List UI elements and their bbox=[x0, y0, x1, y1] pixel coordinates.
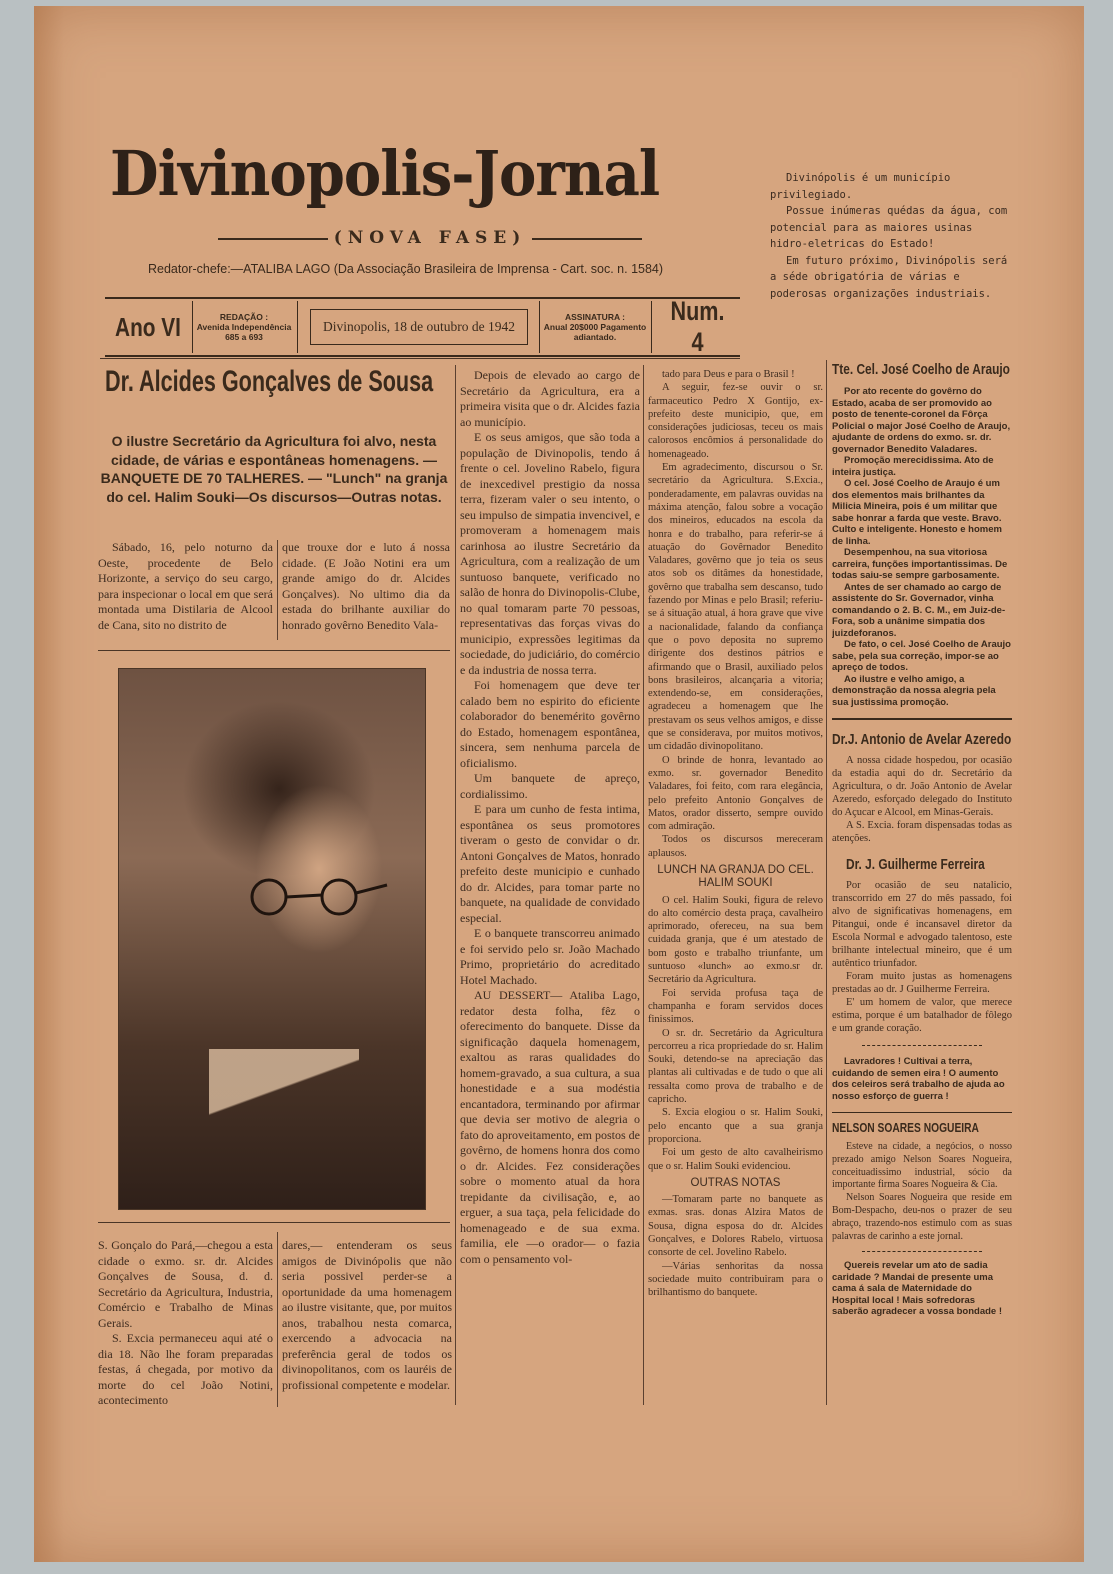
subtitle-text: (NOVA FASE) bbox=[333, 228, 527, 248]
paragraph: Por ato recente do govêrno do Estado, acaba de ser promovido ao posto de tenente-coronel da Fôrça Policial o major José Coelho de Araujo, ajudante de ordens do exmo. sr. dr. governador Benedito Valadares. bbox=[832, 386, 1011, 455]
paragraph: A seguir, fez-se ouvir o sr. farmaceutico Pedro X Gontijo, ex-prefeito deste municipio, que, em considerações judiciosas, teceu os mais calorosos encômios á personalidade do homenageado. bbox=[648, 382, 823, 460]
avelar-text bbox=[832, 754, 1012, 845]
subscription-value: Anual 20$000 Pagamento adiantado. bbox=[543, 322, 647, 342]
note-paragraph: Possue inúmeras quédas da água, com potencial para as maiores usinas hidro-eletricas do Estado! bbox=[770, 205, 1008, 250]
section-rule bbox=[100, 358, 740, 359]
article-col1a bbox=[98, 540, 273, 644]
article-col4 bbox=[648, 368, 823, 1408]
paragraph: Foi homenagem que deve ter calado bem no espirito do eficiente colaborador do benemérito govêrno do Estado, homenagem espontânea, sincera, sem nenhuma parcela de oficialismo. bbox=[460, 678, 640, 770]
paragraph: Sábado, 16, pelo noturno da Oeste, procedente de Belo Horizonte, a serviço do seu cargo, para inspecionar o local em que será montada uma Distilaria de Alcool de Cana, sito no distrito de bbox=[98, 540, 273, 632]
paragraph: Esteve na cidade, a negócios, o nosso prezado amigo Nelson Soares Nogueira, conceituadissimo industrial, sócio da importante firma Soares Nogueira & Cia. bbox=[832, 1141, 1012, 1191]
section-rule bbox=[862, 1251, 982, 1252]
paragraph: Lavradores ! Cultivai a terra, cuidando de semen eira ! O aumento dos celeiros será trabalho de ajuda ao nosso esforço de guerra ! bbox=[832, 1056, 1005, 1102]
divider bbox=[297, 301, 298, 353]
date-text: Divinopolis, 18 de outubro de 1942 bbox=[310, 309, 528, 345]
lavradores-note bbox=[832, 1056, 1012, 1102]
paragraph: E' um homem de valor, que merece estima, porque é um batalhador de fôlego e um grande coração. bbox=[832, 997, 1012, 1034]
paragraph: Um banquete de apreço, cordialissimo. bbox=[460, 771, 640, 801]
paragraph: tado para Deus e para o Brasil ! bbox=[662, 369, 795, 380]
paragraph: Por ocasião de seu natalicio, transcorrido em 27 do mês passado, foi alvo de significativas homenagens, em Pitangui, onde é incansavel diretor da Escola Normal e advogado talentoso, este brilhante intelectual mineiro, que é um autêntico triunfador. bbox=[832, 880, 1012, 969]
paragraph: Nelson Soares Nogueira que reside em Bom-Despacho, deu-nos o prazer de seu abraço, trazendo-nos estimulo com as suas palavras de carinho a este jornal. bbox=[832, 1192, 1012, 1242]
subscription-block bbox=[541, 299, 649, 355]
paragraph: S. Excia elogiou o sr. Halim Souki, pelo encanto que a sua granja proporciona. bbox=[648, 1107, 823, 1145]
paragraph: A S. Excia. foram dispensadas todas as atenções. bbox=[832, 820, 1012, 844]
paragraph: Depois de elevado ao cargo de Secretário da Agricultura, era a primeira visita que o dr. Alcides fazia ao município. bbox=[460, 368, 640, 429]
collar-shape bbox=[209, 1049, 359, 1209]
section-rule bbox=[832, 1112, 1012, 1113]
outras-heading: OUTRAS NOTAS bbox=[690, 1176, 781, 1189]
column-rule bbox=[277, 1232, 278, 1407]
tte-heading: Tte. Cel. José Coelho de Araujo bbox=[832, 362, 1010, 378]
editor-line: Redator-chefe:—ATALIBA LAGO (Da Associação Brasileira de Imprensa - Cart. soc. n. 1584) bbox=[148, 262, 664, 276]
redacao-block bbox=[193, 299, 295, 355]
glasses-drawing bbox=[229, 877, 389, 917]
guilherme-text bbox=[832, 879, 1012, 1035]
paragraph: Desempenhou, na sua vitoriosa carreira, funções importantissimas. De todas saiu-se sempre garbosamente. bbox=[832, 547, 1008, 581]
typewriter-note bbox=[770, 170, 1010, 302]
nelson-text bbox=[832, 1141, 1012, 1243]
column-rule bbox=[455, 365, 456, 1405]
column-rule bbox=[826, 360, 827, 1405]
paragraph: O cel. José Coelho de Araujo é um dos elementos mais brilhantes da Milicia Mineira, pois é um militar que sabe honrar a farda que veste. Bravo. Culto e inteligente. Honesto e homem de linha. bbox=[832, 478, 1002, 547]
paragraph: O brinde de honra, levantado ao exmo. sr. governador Benedito Valadares, foi feito, com rara elegância, pelo prefeito Antonio Gonçalves de Matos, orador disserto, sempre ouvido com admiração. bbox=[648, 754, 823, 833]
issue-number: Num. 4 bbox=[670, 296, 725, 357]
article-lower-b bbox=[282, 1238, 452, 1408]
paragraph: Foi um gesto de alto cavalheirismo que o sr. Halim Souki evidenciou. bbox=[648, 1147, 823, 1172]
paragraph: —Várias senhoritas da nossa sociedade muito contribuiram para o brilhantismo do banquete. bbox=[648, 1260, 823, 1299]
issue-date bbox=[301, 299, 537, 355]
paragraph: dares,— entenderam os seus amigos de Divinópolis que não seria possivel perder-se a oportunidade da uma homenagem ao ilustre visitante, que, por muitos anos, trabalhou nesta comarca, exercendo a advocacia na preferência geral de todos os divinopolitanos, com os lauréis de profissional competente e modelar. bbox=[282, 1238, 452, 1392]
section-rule bbox=[862, 1045, 982, 1046]
issue-info-bar bbox=[105, 297, 740, 357]
subscription-label: ASSINATURA : bbox=[565, 312, 625, 322]
guilherme-heading: Dr. J. Guilherme Ferreira bbox=[846, 857, 985, 873]
year-label: Ano VI bbox=[115, 311, 181, 342]
lunch-heading: LUNCH NA GRANJA DO CEL. HALIM SOUKI bbox=[657, 863, 814, 890]
paragraph: Promoção merecidissima. Ato de inteira justiça. bbox=[832, 455, 994, 478]
ornament-rule bbox=[218, 238, 328, 240]
portrait-photo bbox=[118, 668, 426, 1210]
paragraph: A nossa cidade hospedou, por ocasião da estadia aqui do dr. Secretário da Agricultura, o dr. João Antonio de Avelar Azeredo, esforçado delegado do Instituto do Açucar e Alcool, em Minas-Gerais. bbox=[832, 755, 1012, 818]
article-lower-a bbox=[98, 1238, 273, 1408]
avelar-heading: Dr.J. Antonio de Avelar Azeredo bbox=[832, 732, 1012, 748]
column-rule bbox=[277, 540, 278, 640]
article-col3 bbox=[460, 368, 640, 1408]
masthead-subtitle bbox=[190, 228, 670, 248]
paragraph: S. Excia permaneceu aqui até o dia 18. Não lhe foram preparadas festas, á chegada, por motivo da morte do cel João Notini, acontecimento bbox=[98, 1331, 273, 1407]
divider bbox=[651, 301, 652, 353]
paragraph: Antes de ser chamado ao cargo de assistente do Sr. Governador, vinha comandando o 2. B. C. M., em Juiz-de-Fora, sob a unânime simpatia dos juizdeforanos. bbox=[832, 581, 1006, 639]
paragraph: Quereis revelar um ato de sadia caridade ? Mandai de presente uma cama á sala de Maternidade do Hospital local ! Mais sofredoras saberão agradecer a vossa bondade ! bbox=[832, 1260, 1003, 1318]
column-rule bbox=[643, 365, 644, 1405]
paragraph: S. Gonçalo do Pará,—chegou a esta cidade o exmo. sr. dr. Alcides Gonçalves de Sousa, d. d. Secretário da Agricultura, Industria, Comércio e Trabalho de Minas Gerais. bbox=[98, 1238, 273, 1330]
note-paragraph: Divinópolis é um município privilegiado. bbox=[770, 172, 951, 201]
paragraph: Em agradecimento, discursou o Sr. secretário da Agricultura. S.Excia., ponderadamente, em palavras ouvidas na máxima atenção, falou sobre a vocação dos mineiros, educados na escola da honra e do trabalho, para referir-se á atuação do Govêrnador Benedito Valadares, govêrno que jo teia os seus atos sob os ditâmes da honestidade, govêrno que trabalha sem descanso, tudo fazendo por Minas e pelo Brasil; referiu-se á situação atual, á hora grave que vive a nacionalidade, falando da confiança que o povo deposita no supremo dirigente dos destinos pátrios e afirmando que o Brasil, auxiliado pelos bons brasileiros, alcançaria a vitoria; extendendo-se, em considerações, agradeceu a homenagem que lhe prestavam os seus velhos amigos, e disse que se considerava, por muitos motivos, um cidadão divinopolitano. bbox=[648, 462, 823, 753]
paragraph: O sr. dr. Secretário da Agricultura percorreu a rica propriedade do sr. Halim Souki, detendo-se na apreciação das plantas ali cultivadas e de tudo o que ali ressalta como prova de trabalho e de capricho. bbox=[648, 1027, 823, 1106]
paragraph: Foi servida profusa taça de champanha e foram servidos doces finissimos. bbox=[648, 987, 823, 1026]
ornament-rule bbox=[532, 238, 642, 240]
section-rule bbox=[832, 718, 1012, 720]
paragraph: De fato, o cel. José Coelho de Araujo sabe, pela sua correção, impor-se ao apreço de todos. bbox=[832, 639, 1011, 673]
paragraph: Foram muito justas as homenagens prestadas ao dr. J Guilherme Ferreira. bbox=[832, 971, 1012, 995]
redacao-label: REDAÇÃO : bbox=[219, 312, 269, 322]
article-col1b bbox=[282, 540, 450, 644]
paragraph: que trouxe dor e luto á nossa cidade. (E João Notini era um grande amigo do dr. Alcides Gonçalves). No ultimo dia da estada do brilhante auxiliar do honrado govêrno Benedito Vala- bbox=[282, 540, 450, 632]
paragraph: E para um cunho de festa intima, espontânea os seus promotores tiveram o gesto de convidar o dr. Antoni Gonçalves de Matos, honrado prefeito deste municipio e cunhado do dr. Alcides, para tomar parte no banquete, na qualidade de convidado especial. bbox=[460, 802, 640, 925]
paragraph: —Tomaram parte no banquete as exmas. sras. donas Alzira Matos de Sousa, digna esposa do dr. Alcides Gonçalves, e Dolores Rabelo, virtuosa consorte de cel. Jovelino Rabelo. bbox=[648, 1194, 823, 1259]
paragraph: AU DESSERT— Ataliba Lago, redator desta folha, fêz o oferecimento do banquete. Disse da significação daquela homenagem, exaltou as raras qualidades do homem-gravado, a sua cultura, a sua honestidade e a sua modéstia encantadora, terminando por afirmar que devia ser motivo de alegria o fato do aproveitamento, em postos de govêrno, de homens honra dos como o dr. Alcides. Fez considerações sobre o momento atual da hora trepidante da civilisação, e, ao erguer, a sua taça, pela felicidade do homenageado e de sua exma. familia, ele —o orador— o fazia com o pensamento vol- bbox=[460, 988, 640, 1266]
paragraph: E os seus amigos, que são toda a população de Divinopolis, tendo á frente o cel. Jovelino Rabelo, figura de inexcedivel prestigio da nossa terra, fizeram valer o seu intento, o seu impulso de simpatia invencivel, e promoveram a homenagem mais carinhosa ao ilustre Secretário da Agricultura, com a realização de um suntuoso banquete, verificado no salão de honra do Divinopolis-Clube, no qual tomaram parte 70 pessoas, representativas das forças vivas do municipio, expressões legitimas da sociedade, do judiciário, do comércio e da industria de nossa terra. bbox=[460, 430, 640, 677]
note-paragraph: Em futuro próximo, Divinópolis será a séde obrigatória de várias e poderosas organizações industriais. bbox=[770, 254, 1008, 300]
nelson-heading: NELSON SOARES NOGUEIRA bbox=[832, 1121, 979, 1135]
section-rule bbox=[98, 1222, 450, 1223]
paragraph: E o banquete transcorreu animado e foi servido pelo sr. João Machado Primo, proprietário do acreditado Hotel Machado. bbox=[460, 926, 640, 987]
sidebar-column bbox=[832, 362, 1012, 1407]
article-deck: O ilustre Secretário da Agricultura foi alvo, nesta cidade, de várias e espontâneas homenagens. — BANQUETE DE 70 TALHERES. — "Lunch" na granja do cel. Halim Souki—Os discursos—Outras notas. bbox=[100, 433, 448, 505]
masthead-title: Divinopolis-Jornal bbox=[110, 138, 660, 211]
redacao-address: Avenida Independência 685 a 693 bbox=[196, 322, 292, 342]
article-headline: Dr. Alcides Gonçalves de Sousa bbox=[105, 365, 434, 398]
paragraph: Ao ilustre e velho amigo, a demonstração da nossa alegria pela sua justissima promoção. bbox=[832, 673, 996, 708]
paragraph: Todos os discursos mereceram aplausos. bbox=[648, 834, 823, 859]
tte-text bbox=[832, 386, 1012, 708]
divider bbox=[539, 301, 540, 353]
section-rule bbox=[98, 650, 450, 651]
caridade-note bbox=[832, 1260, 1012, 1318]
paragraph: O cel. Halim Souki, figura de relevo do alto comércio desta praça, cavalheiro aprimorado, ofereceu, na sua bem cuidada granja, que é um atestado de bom gosto e trabalho triunfante, um suntuoso «lunch» ao exmo.sr dr. Secretário da Agricultura. bbox=[648, 894, 823, 986]
